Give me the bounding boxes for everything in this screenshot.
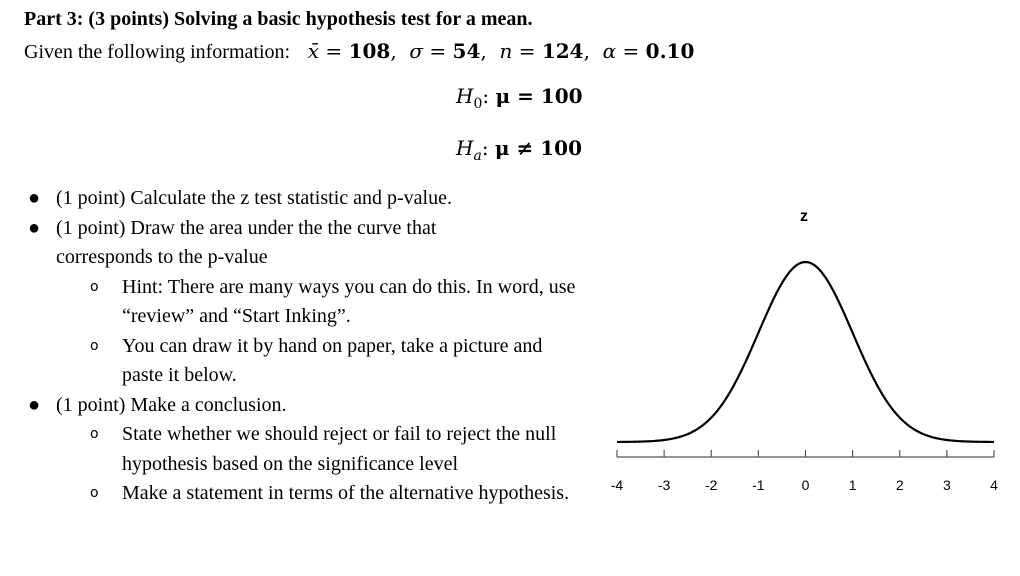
given-info: Given the following information: x̄ = 108, σ = 54, n = 124, α = 0.10	[24, 39, 695, 63]
task-item-2	[20, 214, 576, 391]
sigma-symbol: σ	[409, 39, 424, 63]
z-label: z	[800, 208, 808, 225]
circle-bullet-icon: o	[90, 426, 99, 442]
circle-bullet-icon: o	[90, 278, 99, 295]
bullet-icon: ●	[28, 216, 41, 239]
sigma-value: 54	[452, 39, 481, 63]
task-subitem	[20, 332, 576, 391]
subitem-text: You can draw it by hand on paper, take a picture and paste it below.	[122, 334, 543, 386]
given-prefix: Given the following information:	[24, 41, 291, 63]
alpha-symbol: α	[602, 39, 617, 63]
null-label: H	[456, 84, 474, 108]
x-tick-label: -3	[657, 477, 671, 493]
x-tick-label: 0	[801, 477, 810, 493]
circle-bullet-icon: o	[90, 485, 99, 501]
null-sub: 0	[473, 96, 483, 112]
subitem-text: State whether we should reject or fail to reject the null hypothesis based on the significance level	[122, 423, 557, 475]
circle-bullet-icon: o	[90, 337, 99, 354]
task-item-1	[20, 184, 580, 214]
alt-hypothesis: $H_a$: μ ≠ 100	[456, 136, 582, 164]
bullet-icon: ●	[28, 187, 41, 209]
x-tick-label: -1	[752, 477, 765, 493]
alpha-value: 0.10	[645, 39, 695, 63]
n-symbol: n	[499, 39, 513, 63]
x-tick-label: 4	[990, 477, 998, 493]
part-title: Part 3: (3 points) Solving a basic hypothesis test for a mean.	[24, 8, 533, 30]
x-tick-label: 3	[942, 477, 951, 493]
bullet-icon: ●	[28, 393, 41, 416]
xbar-symbol: x̄	[307, 39, 320, 63]
subitem-text: Make a statement in terms of the alternative hypothesis.	[122, 482, 570, 504]
task-text: (1 point) Calculate the z test statistic and p-value.	[56, 187, 452, 209]
alt-sub: a	[473, 148, 482, 164]
x-tick-label: 2	[895, 477, 904, 493]
x-tick-label: -4	[610, 477, 624, 493]
task-subitem	[20, 420, 596, 479]
task-text: (1 point) Make a conclusion.	[56, 393, 287, 416]
null-hypothesis: $H_0$: μ = 100	[456, 84, 583, 112]
alt-rhs: μ ≠ 100	[494, 136, 582, 160]
alt-label: H	[456, 136, 474, 160]
n-value: 124	[541, 39, 584, 63]
x-tick-label: 1	[848, 477, 857, 493]
xbar-value: 108	[348, 39, 391, 63]
normal-curve-figure	[600, 190, 1010, 510]
x-tick-label: -2	[705, 477, 718, 493]
task-subitem	[20, 273, 576, 332]
task-list	[20, 184, 580, 509]
null-rhs: μ = 100	[495, 84, 583, 108]
task-item-3	[20, 391, 580, 509]
task-subitem	[20, 479, 596, 509]
normal-curve	[617, 262, 994, 442]
subitem-text: Hint: There are many ways you can do this. In word, use “review” and “Start Inking”.	[122, 275, 576, 327]
task-text: (1 point) Draw the area under the the curve that corresponds to the p-value	[56, 216, 437, 268]
